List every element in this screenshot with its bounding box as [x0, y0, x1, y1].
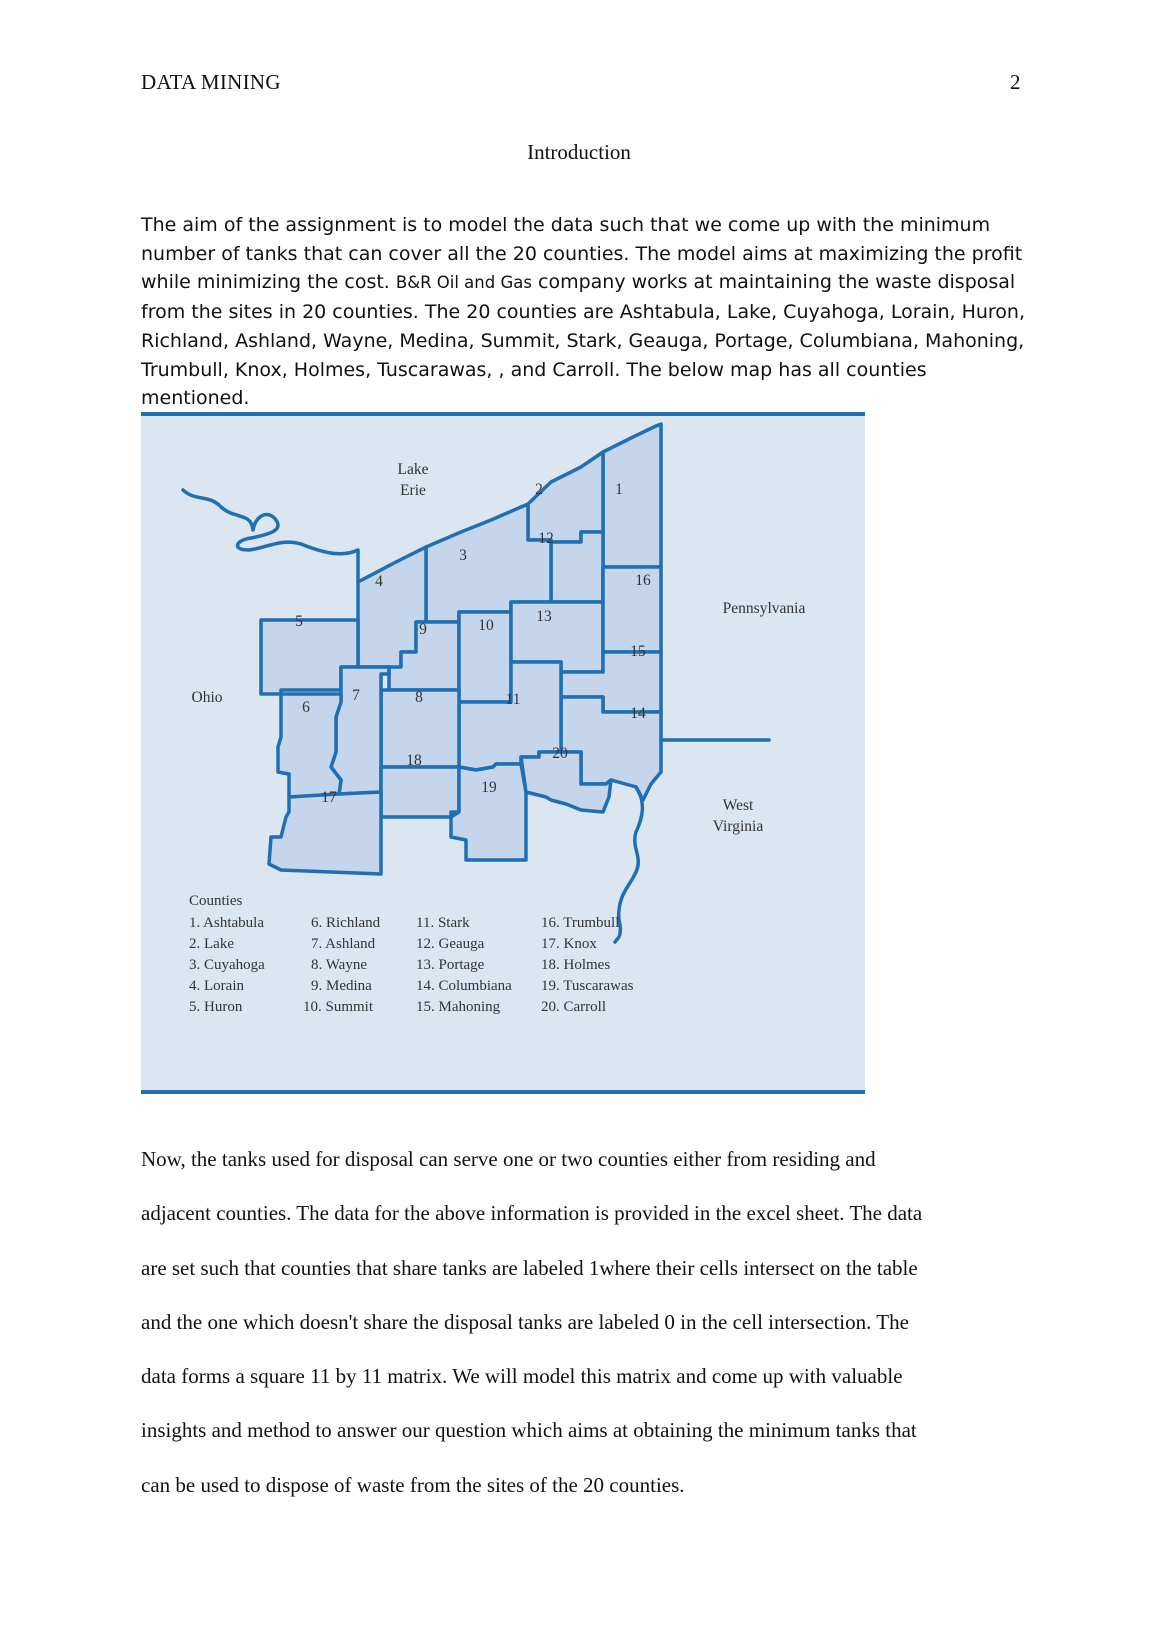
county-label-16: 16	[635, 572, 651, 589]
lake-erie-label-line1: Lake	[397, 461, 429, 478]
legend-title: Counties	[189, 893, 243, 909]
county-label-1: 1	[615, 481, 623, 498]
company-name: B&R Oil and Gas	[395, 273, 532, 293]
body-line: data forms a square 11 by 11 matrix. We will model this matrix and come up with valuable	[141, 1364, 903, 1389]
legend-entry: 5. Huron	[189, 999, 243, 1015]
legend-entry: 15. Mahoning	[416, 999, 501, 1015]
lake-erie-label-line2: Erie	[400, 482, 426, 499]
legend-entry: 2. Lake	[189, 936, 234, 952]
county-label-3: 3	[459, 547, 467, 564]
county-label-17: 17	[321, 789, 337, 806]
map-bottom-rule	[141, 1090, 865, 1094]
legend-entry: 9. Medina	[311, 978, 372, 994]
intro-text-2: company works at maintaining the waste disposal from the sites in 20 counties. The 20 counties are Ashtabula, Lake, Cuyahoga, Lorain, Huron, Richland, Ashland, Wayne, Medina, Summit, Stark, Geauga, Portage, Columbiana, Mahoning, Trumbull, Knox, Holmes, Tuscarawas, , and Carroll. The below map has all counties mentioned.	[141, 271, 1025, 410]
county-label-7: 7	[352, 687, 360, 704]
legend-entry: 16. Trumbull	[541, 915, 620, 931]
legend-entry: 10. Summit	[303, 999, 374, 1015]
body-line: insights and method to answer our question which aims at obtaining the minimum tanks that	[141, 1418, 917, 1443]
county-label-8: 8	[415, 689, 423, 706]
intro-paragraph	[141, 211, 1031, 413]
legend-entry: 20. Carroll	[541, 999, 606, 1015]
legend-entry: 3. Cuyahoga	[189, 957, 265, 973]
county-label-13: 13	[536, 608, 552, 625]
legend-entry: 14. Columbiana	[416, 978, 512, 994]
west-virginia-label-line1: West	[722, 797, 754, 814]
county-label-19: 19	[481, 779, 497, 796]
legend-entry: 11. Stark	[416, 915, 470, 931]
running-head: DATA MINING	[141, 70, 281, 94]
legend-entry: 19. Tuscarawas	[541, 978, 634, 994]
body-line: and the one which doesn't share the disposal tanks are labeled 0 in the cell intersection. The	[141, 1309, 909, 1334]
pennsylvania-label: Pennsylvania	[722, 600, 806, 617]
map-top-rule	[141, 412, 865, 416]
legend-entry: 17. Knox	[541, 936, 597, 952]
county-label-4: 4	[375, 573, 383, 590]
county-label-12: 12	[538, 530, 554, 547]
legend-entry: 1. Ashtabula	[189, 915, 264, 931]
county-shape-12	[551, 532, 603, 602]
county-shape-18	[381, 767, 459, 817]
legend-entry: 4. Lorain	[189, 978, 244, 994]
legend-entry: 6. Richland	[311, 915, 381, 931]
legend-entry: 8. Wayne	[311, 957, 368, 973]
county-map-figure	[141, 412, 865, 1094]
county-label-14: 14	[630, 705, 646, 722]
page-number: 2	[1010, 70, 1021, 94]
body-line: can be used to dispose of waste from the sites of the 20 counties.	[141, 1472, 685, 1497]
body-line: Now, the tanks used for disposal can serve one or two counties either from residing and	[141, 1147, 876, 1171]
county-label-15: 15	[630, 643, 646, 660]
section-title: Introduction	[527, 140, 631, 164]
ohio-label: Ohio	[191, 689, 223, 706]
county-label-10: 10	[478, 617, 494, 634]
body-line: are set such that counties that share tanks are labeled 1where their cells intersect on the table	[141, 1255, 918, 1280]
legend-entry: 12. Geauga	[416, 936, 485, 952]
county-shape-16	[603, 567, 661, 652]
county-label-2: 2	[535, 481, 543, 498]
county-label-9: 9	[419, 621, 427, 638]
legend-entry: 13. Portage	[416, 957, 485, 973]
body-paragraph	[141, 1132, 1041, 1512]
county-label-6: 6	[302, 699, 310, 716]
legend-entry: 7. Ashland	[311, 936, 376, 952]
west-virginia-label-line2: Virginia	[712, 818, 764, 835]
county-label-11: 11	[505, 691, 521, 708]
county-label-5: 5	[295, 613, 303, 630]
intro-text-1: The aim of the assignment is to model the data such that we come up with the minimum number of tanks that can cover all the 20 counties. The model aims at maximizing the profit while minimizing the cost.	[141, 214, 1023, 294]
legend-entry: 18. Holmes	[541, 957, 611, 973]
county-label-18: 18	[406, 752, 422, 769]
county-map	[141, 412, 865, 1094]
body-line: adjacent counties. The data for the above information is provided in the excel sheet. The data	[141, 1201, 923, 1226]
county-label-20: 20	[552, 745, 568, 762]
